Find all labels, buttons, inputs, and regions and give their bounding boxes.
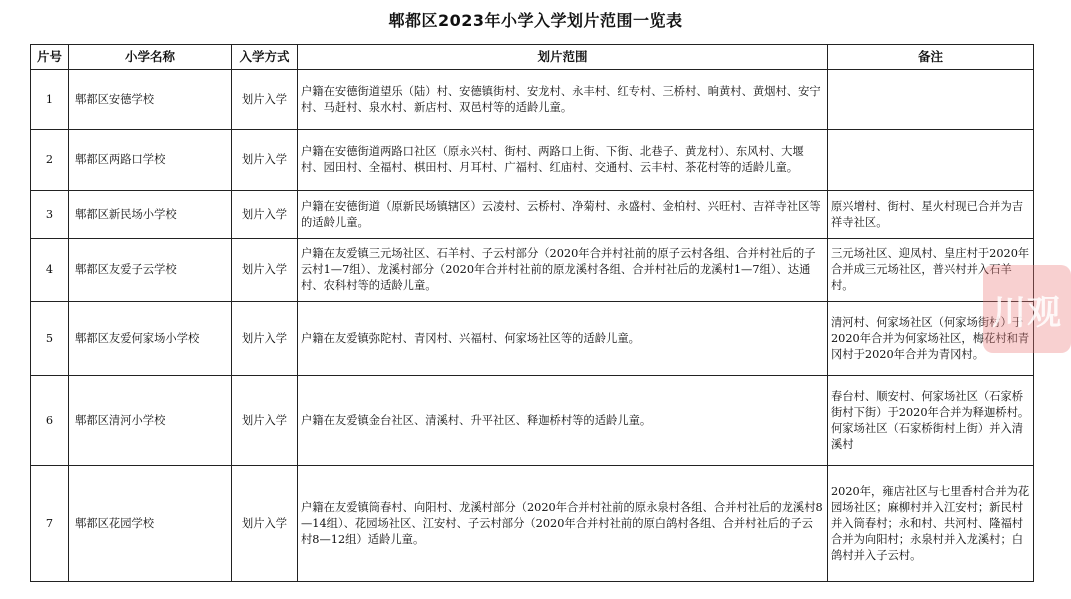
zone-number: 1 [31,70,69,130]
admission-method: 划片入学 [232,302,298,376]
header-remarks: 备注 [828,45,1034,70]
table-row [31,239,1034,302]
zone-number: 3 [31,191,69,239]
table-row [31,376,1034,466]
zone-number: 7 [31,466,69,582]
header-school-name: 小学名称 [69,45,232,70]
school-name: 郫都区安德学校 [69,70,232,130]
admission-method: 划片入学 [232,130,298,191]
admission-method: 划片入学 [232,466,298,582]
school-name: 郫都区新民场小学校 [69,191,232,239]
admission-method: 划片入学 [232,239,298,302]
watermark-logo: 川观 [983,265,1071,353]
admission-method: 划片入学 [232,191,298,239]
school-name: 郫都区清河小学校 [69,376,232,466]
header-admission-method: 入学方式 [232,45,298,70]
remark: 三元场社区、迎凤村、皇庄村于2020年合并成三元场社区，普兴村并入石羊村。 [828,239,1034,302]
remark [828,130,1034,191]
table-row [31,302,1034,376]
remark [828,70,1034,130]
table-row [31,191,1034,239]
zone-number: 2 [31,130,69,191]
school-name: 郫都区两路口学校 [69,130,232,191]
remark: 春台村、顺安村、何家场社区（石家桥街村下街）于2020年合并为释迦桥村。何家场社区（石家桥街村上街）并入清溪村 [828,376,1034,466]
table-header-row [31,45,1034,70]
table-row [31,70,1034,130]
zone-scope: 户籍在安德街道望乐（陆）村、安德镇街村、安龙村、永丰村、红专村、三桥村、晌黄村、黄烟村、安宁村、马赶村、泉水村、新店村、双邑村等的适龄儿童。 [298,70,828,130]
zone-number: 5 [31,302,69,376]
admission-method: 划片入学 [232,70,298,130]
table-row [31,130,1034,191]
remark: 2020年，雍店社区与七里香村合并为花园场社区；麻柳村并入江安村；新民村并入筒春村；永和村、共河村、隆福村合并为向阳村；永泉村并入龙溪村；白鸽村并入子云村。 [828,466,1034,582]
zone-scope: 户籍在安德街道两路口社区（原永兴村、街村、两路口上街、下街、北巷子、黄龙村）、东风村、大堰村、园田村、全福村、棋田村、月耳村、广福村、红庙村、交通村、云丰村、茶花村等的适龄儿童。 [298,130,828,191]
zone-scope: 户籍在友爱镇筒春村、向阳村、龙溪村部分（2020年合并村社前的原永泉村各组、合并村社后的龙溪村8—14组）、花园场社区、江安村、子云村部分（2020年合并村社前的原白鸽村各组、合并村社后的子云村8—12组）适龄儿童。 [298,466,828,582]
zone-scope: 户籍在友爱镇三元场社区、石羊村、子云村部分（2020年合并村社前的原子云村各组、合并村社后的子云村1—7组）、龙溪村部分（2020年合并村社前的原龙溪村各组、合并村社后的龙溪村1—7组）、达通村、农科村等的适龄儿童。 [298,239,828,302]
zone-number: 6 [31,376,69,466]
zone-scope: 户籍在安德街道（原新民场镇辖区）云凌村、云桥村、净菊村、永盛村、金柏村、兴旺村、吉祥寺社区等的适龄儿童。 [298,191,828,239]
header-zone-scope: 划片范围 [298,45,828,70]
remark: 原兴增村、街村、星火村现已合并为吉祥寺社区。 [828,191,1034,239]
school-name: 郫都区花园学校 [69,466,232,582]
zone-number: 4 [31,239,69,302]
remark: 清河村、何家场社区（何家场街村）于2020年合并为何家场社区，梅花村和青冈村于2020年合并为青冈村。 [828,302,1034,376]
zone-scope: 户籍在友爱镇弥陀村、青冈村、兴福村、何家场社区等的适龄儿童。 [298,302,828,376]
enrollment-zone-table [30,44,1034,582]
table-row [31,466,1034,582]
school-name: 郫都区友爱何家场小学校 [69,302,232,376]
zone-scope: 户籍在友爱镇金台社区、清溪村、升平社区、释迦桥村等的适龄儿童。 [298,376,828,466]
admission-method: 划片入学 [232,376,298,466]
school-name: 郫都区友爱子云学校 [69,239,232,302]
page-title: 郫都区2023年小学入学划片范围一览表 [388,11,683,30]
header-zone-number: 片号 [31,45,69,70]
